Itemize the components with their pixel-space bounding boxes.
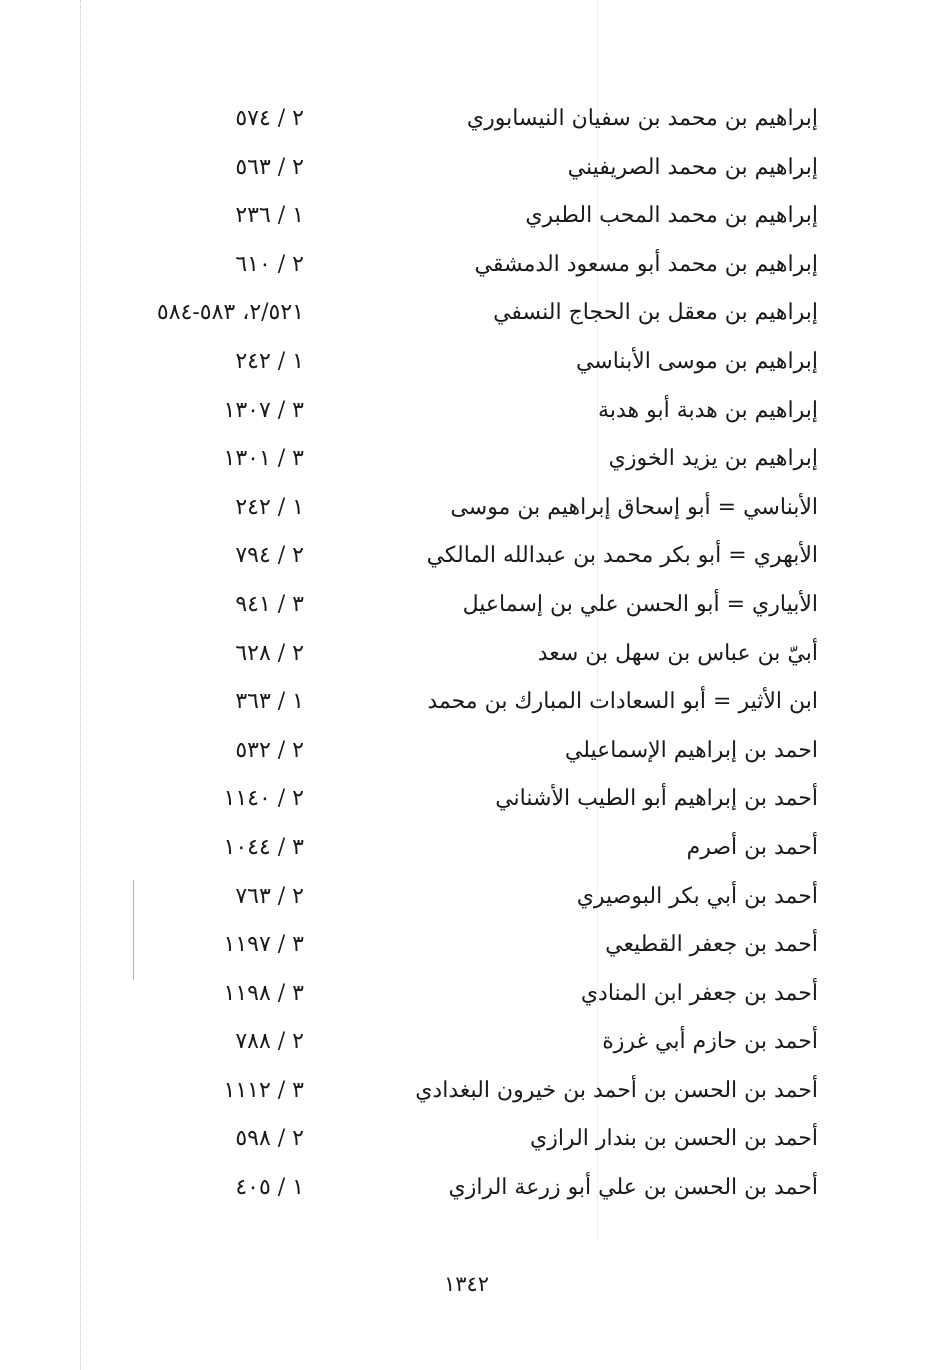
entry-name: أحمد بن جعفر القطيعي: [605, 932, 818, 958]
entry-name: أحمد بن جعفر ابن المنادي: [580, 980, 818, 1006]
index-entry: [0, 196, 933, 245]
entry-name: إبراهيم بن محمد الصريفيني: [567, 154, 818, 180]
entry-name: إبراهيم بن محمد المحب الطبري: [525, 203, 818, 229]
entry-reference: ٢ / ١١٤٠: [223, 786, 304, 812]
entry-name: أحمد بن أبي بكر البوصيري: [576, 883, 818, 909]
index-entry: [0, 585, 933, 634]
entry-reference: ١ / ٢٤٢: [235, 348, 304, 374]
index-entry: [0, 148, 933, 197]
entry-name: أحمد بن الحسن بن بندار الرازي: [529, 1126, 818, 1152]
entry-name: أحمد بن حازم أبي غرزة: [602, 1029, 818, 1055]
entry-name: إبراهيم بن معقل بن الحجاج النسفي: [493, 300, 818, 326]
index-entry: [0, 391, 933, 440]
entry-name: أبيّ بن عباس بن سهل بن سعد: [537, 640, 818, 666]
page-number: ١٣٤٢: [443, 1272, 490, 1296]
index-entry: [0, 342, 933, 391]
entry-name: الأبهري = أبو بكر محمد بن عبدالله المالكي: [426, 543, 818, 569]
entry-name: ابن الأثير = أبو السعادات المبارك بن محمد: [427, 689, 818, 715]
index-entry: [0, 1119, 933, 1168]
index-entry: [0, 245, 933, 294]
entry-name: إبراهيم بن محمد بن سفيان النيسابوري: [466, 106, 818, 131]
index-entry: [0, 828, 933, 877]
entry-reference: ٢ / ٥٣٢: [235, 737, 304, 763]
index-entry: [0, 1071, 933, 1120]
entry-reference: ١ / ٢٤٢: [235, 494, 304, 520]
entry-reference: ٣ / ١٠٤٤: [223, 834, 304, 860]
entry-reference: ٢ / ٧٩٤: [235, 543, 304, 569]
entry-name: احمد بن إبراهيم الإسماعيلي: [564, 737, 818, 763]
index-entry: [0, 779, 933, 828]
index-entry: [0, 293, 933, 342]
entry-reference: ١ / ٣٦٣: [235, 689, 304, 715]
entry-name: إبراهيم بن هدبة أبو هدبة: [598, 397, 818, 423]
index-entry: [0, 439, 933, 488]
index-entry: [0, 634, 933, 683]
entry-reference: ٢ / ٥٦٣: [235, 154, 304, 180]
index-entry: [0, 99, 933, 148]
index-entry: [0, 488, 933, 537]
entry-reference: ٢ / ٦٢٨: [235, 640, 304, 666]
entry-name: إبراهيم بن موسى الأبناسي: [575, 348, 818, 374]
entry-reference: ٣ / ١١٩٨: [223, 980, 304, 1006]
index-entry: [0, 682, 933, 731]
entry-reference: ٣ / ١٣٠١: [223, 446, 304, 472]
index-entry: [0, 974, 933, 1023]
entry-reference: ٣ / ١١١٢: [223, 1077, 304, 1103]
index-entry: [0, 877, 933, 926]
entry-name: الأبناسي = أبو إسحاق إبراهيم بن موسى: [450, 494, 818, 520]
entry-reference: ٢ / ٧٨٨: [235, 1029, 304, 1055]
entry-reference: ٣ / ١١٩٧: [223, 932, 304, 958]
index-entry: [0, 731, 933, 780]
entry-name: أحمد بن أصرم: [686, 834, 818, 860]
entry-reference: ٢ / ٥٧٤: [235, 106, 304, 131]
entry-reference: ٣ / ١٣٠٧: [223, 397, 304, 423]
entry-name: الأبياري = أبو الحسن علي بن إسماعيل: [462, 591, 818, 617]
entry-name: إبراهيم بن محمد أبو مسعود الدمشقي: [474, 251, 818, 277]
entry-reference: ٢ / ٧٦٣: [235, 883, 304, 909]
entry-name: أحمد بن إبراهيم أبو الطيب الأشناني: [495, 786, 818, 812]
entry-name: أحمد بن الحسن بن علي أبو زرعة الرازي: [448, 1175, 818, 1201]
index-entry: [0, 925, 933, 974]
entry-reference: ٣ / ٩٤١: [235, 591, 304, 617]
entry-reference: ٢ / ٥٩٨: [235, 1126, 304, 1152]
index-entry: [0, 1168, 933, 1217]
index-entry: [0, 536, 933, 585]
entry-reference: ٢ / ٦١٠: [235, 251, 304, 277]
entry-reference: ٢/٥٢١، ٥٨٣-٥٨٤: [156, 300, 304, 326]
index-entry: [0, 1022, 933, 1071]
entry-reference: ١ / ٢٣٦: [235, 203, 304, 229]
index-list: [0, 99, 933, 1217]
entry-reference: ١ / ٤٠٥: [235, 1175, 304, 1201]
entry-name: أحمد بن الحسن بن أحمد بن خيرون البغدادي: [415, 1077, 818, 1103]
entry-name: إبراهيم بن يزيد الخوزي: [608, 446, 818, 472]
